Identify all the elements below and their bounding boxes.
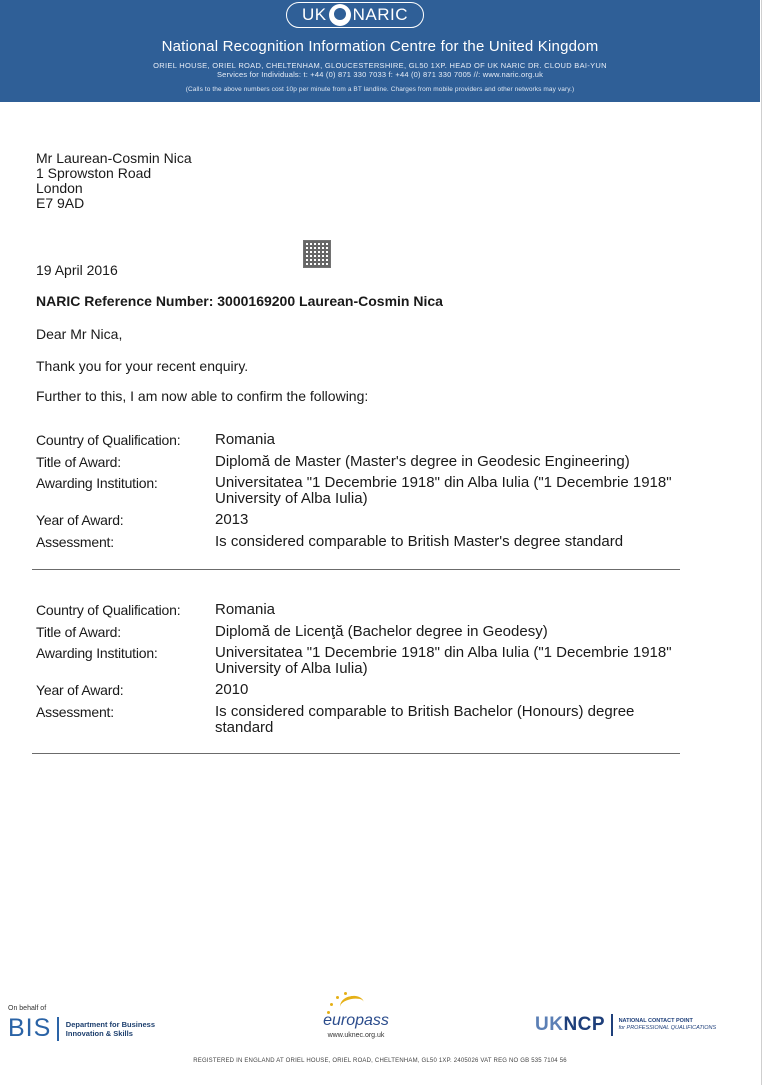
institution-label: Awarding Institution: [36, 475, 158, 491]
country-value: Romania [215, 431, 276, 448]
title-value: Diplomă de Licenţă (Bachelor degree in Geodesy) [215, 623, 548, 640]
logo-naric-text: NARIC [352, 5, 409, 24]
organisation-title: National Recognition Information Centre for the United Kingdom [161, 38, 599, 55]
globe-icon [329, 4, 351, 26]
reference-number: NARIC Reference Number: 3000169200 Laurean-Cosmin Nica [36, 293, 443, 309]
assessment-label: Assessment: [36, 534, 114, 550]
europass-mark: europass [323, 1012, 389, 1029]
year-value: 2013 [215, 511, 249, 528]
salutation: Dear Mr Nica, [36, 326, 123, 342]
year-value: 2010 [215, 681, 249, 698]
recipient-street: 1 Sprowston Road [36, 165, 152, 181]
title-label: Title of Award: [36, 454, 121, 470]
year-label: Year of Award: [36, 682, 124, 698]
uk-ncp-ncp: NCP [563, 1014, 606, 1035]
letter-date: 19 April 2016 [36, 262, 118, 278]
services-contact: Services for Individuals: t: +44 (0) 871 330 7033 f: +44 (0) 871 330 7005 //: www.naric.org.uk [216, 70, 544, 79]
country-label: Country of Qualification: [36, 602, 181, 618]
on-behalf-text: On behalf of [8, 1005, 47, 1012]
bis-line-2: Innovation & Skills [65, 1028, 133, 1038]
confirm-paragraph: Further to this, I am now able to confirm the following: [36, 388, 369, 404]
europass-url: www.uknec.org.uk [327, 1032, 385, 1039]
registration-note: REGISTERED IN ENGLAND AT ORIEL HOUSE, ORIEL ROAD, CHELTENHAM, GL50 1XP. 2405026 VAT REG NO GB 535 7104 56 [193, 1058, 567, 1064]
recipient-name: Mr Laurean-Cosmin Nica [36, 150, 192, 166]
logo-uk-text: UK [301, 5, 327, 24]
year-label: Year of Award: [36, 512, 124, 528]
organisation-address: ORIEL HOUSE, ORIEL ROAD, CHELTENHAM, GLOUCESTERSHIRE, GL50 1XP. HEAD OF UK NARIC DR. CLOUD BAI-YUN [153, 61, 607, 70]
country-label: Country of Qualification: [36, 432, 181, 448]
europass-logo [300, 992, 412, 1039]
bis-divider [57, 1017, 59, 1041]
country-value: Romania [215, 601, 276, 618]
uk-ncp-description [619, 1018, 717, 1032]
uk-ncp-line-2: for PROFESSIONAL QUALIFICATIONS [618, 1025, 717, 1031]
letterhead-banner [0, 0, 760, 102]
bis-logo [8, 1014, 155, 1043]
uk-ncp-mark [535, 1014, 605, 1036]
recipient-postcode: E7 9AD [36, 195, 85, 211]
recipient-address [36, 151, 192, 211]
assessment-label: Assessment: [36, 704, 114, 720]
intro-paragraph: Thank you for your recent enquiry. [36, 358, 249, 374]
assessment-value: Is considered comparable to British Master's degree standard [215, 533, 624, 550]
institution-value: Universitatea "1 Decembrie 1918" din Alba Iulia ("1 Decembrie 1918" University of Alba Iulia) [215, 474, 672, 507]
recipient-city: London [36, 180, 83, 196]
title-label: Title of Award: [36, 624, 121, 640]
bis-department [66, 1020, 155, 1038]
assessment-value: Is considered comparable to British Bachelor (Honours) degree standard [215, 703, 635, 736]
page-edge-line [761, 0, 762, 1085]
bis-line-1: Department for Business [65, 1019, 155, 1029]
institution-value: Universitatea "1 Decembrie 1918" din Alba Iulia ("1 Decembrie 1918" University of Alba Iulia) [215, 644, 672, 677]
calls-note: (Calls to the above numbers cost 10p per minute from a BT landline. Charges from mobile providers and other networks may vary.) [185, 86, 575, 93]
uk-ncp-divider [611, 1014, 613, 1036]
uk-naric-logo [286, 2, 424, 28]
qr-code-icon [304, 241, 330, 267]
bis-mark: BIS [8, 1014, 52, 1042]
title-value: Diplomă de Master (Master's degree in Geodesic Engineering) [215, 453, 630, 470]
uk-ncp-logo [535, 1014, 716, 1036]
uk-ncp-uk: UK [535, 1014, 564, 1035]
institution-label: Awarding Institution: [36, 645, 158, 661]
section-divider [32, 753, 680, 754]
section-divider [32, 569, 680, 570]
uk-ncp-line-1: NATIONAL CONTACT POINT [618, 1018, 693, 1024]
